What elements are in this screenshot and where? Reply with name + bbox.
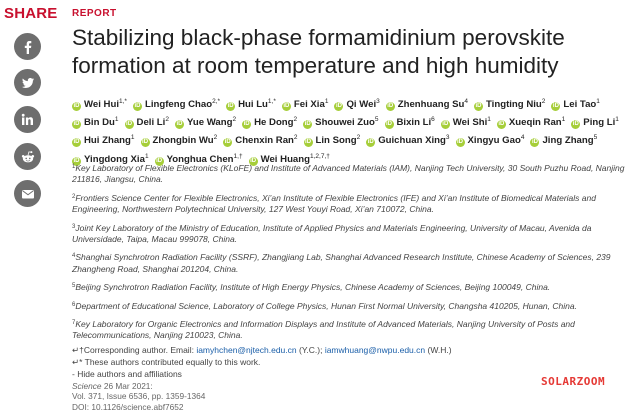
author-affiliation-sup: 1 bbox=[615, 116, 619, 124]
author-name[interactable]: Wei Shi bbox=[452, 117, 488, 129]
orcid-icon[interactable]: iD bbox=[142, 139, 149, 146]
orcid-icon[interactable]: iD bbox=[572, 121, 579, 128]
affiliation-item bbox=[72, 162, 632, 186]
linkedin-icon bbox=[21, 113, 34, 126]
orcid-icon[interactable]: iD bbox=[387, 103, 394, 109]
corresponding-mid: (Y.C.); bbox=[296, 345, 325, 355]
facebook-icon bbox=[21, 40, 35, 54]
affiliation-number: 4 bbox=[72, 253, 76, 260]
affiliation-number: 3 bbox=[72, 223, 76, 230]
author-name[interactable]: Lin Song bbox=[315, 135, 357, 147]
author-entry[interactable] bbox=[226, 94, 276, 112]
author-affiliation-sup: 1 bbox=[561, 116, 566, 124]
citation-date: 26 Mar 2021: bbox=[101, 381, 153, 391]
author-name[interactable]: Bin Du bbox=[84, 117, 115, 129]
affiliation-item bbox=[72, 300, 632, 312]
author-affiliation-sup: 1 bbox=[114, 116, 119, 124]
author-name[interactable]: Xueqin Ran bbox=[508, 117, 562, 129]
author-name[interactable]: Hui Zhang bbox=[84, 135, 131, 147]
orcid-icon[interactable]: iD bbox=[73, 103, 80, 109]
author-name[interactable]: Chenxin Ran bbox=[235, 135, 294, 147]
corresponding-suffix: (W.H.) bbox=[425, 345, 452, 355]
author-entry[interactable] bbox=[242, 112, 297, 130]
author-entry[interactable] bbox=[441, 112, 491, 130]
author-name[interactable]: Guichuan Xing bbox=[378, 135, 446, 147]
reddit-icon bbox=[20, 150, 36, 164]
orcid-icon[interactable]: iD bbox=[442, 121, 449, 128]
solarzoom-watermark: SOLARZOOM bbox=[541, 375, 606, 388]
author-affiliation-sup: 4 bbox=[464, 98, 468, 105]
author-name[interactable]: Ping Li bbox=[583, 117, 616, 129]
author-affiliation-sup: 6 bbox=[431, 116, 435, 124]
author-affiliation-sup: 1 bbox=[130, 134, 135, 142]
orcid-icon[interactable]: iD bbox=[224, 139, 231, 146]
corresponding-author-note bbox=[72, 344, 452, 356]
twitter-icon bbox=[21, 76, 35, 90]
author-entry[interactable] bbox=[456, 130, 525, 148]
citation-volume: Vol. 371, Issue 6536, pp. 1359-1364 bbox=[72, 391, 206, 402]
corresponding-prefix: Corresponding author. Email: bbox=[83, 345, 197, 355]
author-affiliation-sup: 1,* bbox=[119, 98, 127, 105]
author-affiliation-sup: 2 bbox=[293, 134, 298, 142]
author-affiliation-sup: 2 bbox=[356, 134, 361, 142]
citation-block bbox=[72, 381, 205, 412]
author-affiliation-sup: 1,* bbox=[267, 98, 276, 105]
author-entry[interactable] bbox=[72, 130, 135, 148]
affiliation-text: Department of Educational Science, Laboratory of College Physics, Hunan First Normal University, Changsha 410205, Hunan, China. bbox=[75, 300, 577, 311]
author-entry[interactable] bbox=[497, 112, 565, 130]
affiliation-item bbox=[72, 192, 632, 216]
author-affiliation-sup: 5 bbox=[374, 116, 379, 124]
affiliation-text: Key Laboratory for Organic Electronics and Information Displays and Institute of Advanced Materials, Nanjing University of Posts and Telecommunications, Nanjing 210023, China. bbox=[72, 319, 575, 341]
orcid-icon[interactable]: iD bbox=[367, 139, 374, 146]
orcid-icon[interactable]: iD bbox=[227, 103, 234, 109]
orcid-icon[interactable]: iD bbox=[250, 157, 257, 164]
affiliation-list bbox=[72, 162, 632, 348]
article-title: Stabilizing black-phase formamidinium perovskite formation at room temperature and high humidity bbox=[72, 25, 565, 78]
author-affiliation-sup: 1 bbox=[487, 116, 491, 124]
orcid-icon[interactable]: iD bbox=[126, 121, 133, 128]
author-entry[interactable] bbox=[125, 112, 169, 130]
author-entry[interactable] bbox=[175, 112, 236, 130]
author-affiliation-sup: 1,† bbox=[233, 152, 243, 160]
orcid-icon[interactable]: iD bbox=[531, 139, 538, 146]
author-entry[interactable] bbox=[282, 94, 329, 112]
orcid-icon[interactable]: iD bbox=[305, 139, 312, 146]
affiliation-text: Joint Key Laboratory of the Ministry of Education, Institute of Applied Physics and Materials Engineering, University of Macau, Avenida da Universidade, Taipa, Macau 999078, China. bbox=[72, 222, 592, 245]
author-affiliation-sup: 2 bbox=[232, 116, 237, 124]
author-entry[interactable] bbox=[303, 112, 378, 130]
affiliation-number: 6 bbox=[72, 301, 76, 308]
author-affiliation-sup: 3 bbox=[445, 134, 450, 142]
affiliation-text: Shanghai Synchrotron Radiation Facility (SSRF), Zhangjiang Lab, Shanghai Advanced Research Institute, Chinese Academy of Sciences, 239 Zhangheng Road, Shanghai 201204, China. bbox=[72, 252, 611, 274]
author-name[interactable]: Zhongbin Wu bbox=[152, 135, 214, 147]
author-affiliation-sup: 3 bbox=[376, 98, 380, 105]
affiliation-text: Frontiers Science Center for Flexible Electronics, Xi’an Institute of Flexible Electronics (IFE) and Xi’an Institute of Biomedical Materials and Engineering, Northwestern Polytechnical University, 127 West Youyi Road, Xi’an 710072, China. bbox=[72, 192, 596, 215]
author-name[interactable]: Zhenhuang Su bbox=[397, 99, 465, 110]
author-entry[interactable] bbox=[571, 112, 619, 130]
author-name[interactable]: Bixin Li bbox=[396, 117, 432, 129]
citation-journal-line bbox=[72, 381, 205, 391]
footnotes bbox=[72, 344, 452, 380]
author-name[interactable]: Fei Xia bbox=[293, 99, 325, 110]
affiliation-number: 7 bbox=[72, 320, 76, 327]
author-entry[interactable] bbox=[474, 94, 545, 112]
email-link-chen[interactable]: iamyhchen@njtech.edu.cn bbox=[196, 345, 297, 355]
orcid-icon[interactable]: iD bbox=[386, 121, 392, 128]
orcid-icon[interactable]: iD bbox=[283, 103, 290, 109]
author-name[interactable]: Xingyu Gao bbox=[467, 135, 521, 147]
orcid-icon[interactable]: iD bbox=[73, 121, 80, 128]
hide-authors-link[interactable]: - Hide authors and affiliations bbox=[72, 369, 182, 379]
orcid-icon[interactable]: iD bbox=[134, 103, 141, 109]
author-name[interactable]: Lei Tao bbox=[563, 99, 597, 110]
author-affiliation-sup: 1 bbox=[144, 152, 149, 160]
orcid-icon[interactable]: iD bbox=[73, 157, 80, 164]
author-entry[interactable] bbox=[334, 94, 379, 112]
author-list bbox=[72, 94, 632, 167]
linkedin-share-button[interactable] bbox=[14, 106, 41, 133]
citation-doi: DOI: 10.1126/science.abf7652 bbox=[72, 401, 184, 412]
author-entry[interactable] bbox=[366, 130, 449, 148]
affiliation-number: 2 bbox=[72, 193, 76, 200]
author-name[interactable]: Shouwei Zuo bbox=[315, 117, 375, 129]
author-entry[interactable] bbox=[133, 94, 220, 112]
orcid-icon[interactable]: iD bbox=[156, 157, 163, 164]
facebook-share-button[interactable] bbox=[14, 33, 41, 60]
email-link-huang[interactable]: iamwhuang@nwpu.edu.cn bbox=[324, 345, 426, 355]
author-entry[interactable] bbox=[72, 112, 119, 130]
email-share-button[interactable] bbox=[14, 180, 41, 207]
orcid-icon[interactable]: iD bbox=[304, 121, 311, 128]
author-affiliation-sup: 2 bbox=[541, 98, 546, 105]
affiliation-item bbox=[72, 281, 632, 293]
author-name[interactable]: Lingfeng Chao bbox=[144, 99, 213, 110]
author-entry[interactable] bbox=[530, 130, 597, 148]
author-entry[interactable] bbox=[72, 94, 127, 112]
author-name[interactable]: Jing Zhang bbox=[542, 135, 594, 147]
author-affiliation-sup: 4 bbox=[520, 134, 525, 142]
author-affiliation-sup: 2 bbox=[293, 116, 298, 124]
orcid-icon[interactable]: iD bbox=[335, 103, 342, 109]
author-affiliation-sup: 1 bbox=[324, 98, 329, 105]
author-name[interactable]: Hui Lu bbox=[238, 99, 268, 110]
affiliation-text: Beijing Synchrotron Radiation Facility, Institute of High Energy Physics, Chinese Academy of Sciences, Beijing 100049, China. bbox=[75, 282, 551, 293]
article-type-label: REPORT bbox=[72, 8, 117, 19]
orcid-icon[interactable]: iD bbox=[176, 121, 183, 128]
author-entry[interactable] bbox=[223, 130, 297, 148]
author-entry[interactable] bbox=[386, 94, 468, 112]
author-entry[interactable] bbox=[141, 130, 218, 148]
email-icon bbox=[21, 188, 35, 200]
author-name[interactable]: Wei Huang bbox=[260, 153, 310, 165]
author-name[interactable]: Yue Wang bbox=[186, 117, 233, 129]
orcid-icon[interactable]: iD bbox=[73, 139, 80, 146]
reddit-share-button[interactable] bbox=[14, 143, 41, 170]
orcid-icon[interactable]: iD bbox=[552, 103, 559, 109]
orcid-icon[interactable]: iD bbox=[243, 121, 250, 128]
author-entry[interactable] bbox=[304, 130, 361, 148]
citation-journal: Science bbox=[72, 381, 102, 391]
corresponding-mark: ↵† bbox=[72, 345, 84, 355]
author-affiliation-sup: 2 bbox=[165, 116, 169, 124]
author-affiliation-sup: 1 bbox=[596, 98, 600, 105]
affiliation-text: Key Laboratory of Flexible Electronics (KLoFE) and Institute of Advanced Materials (IAM), Nanjing Tech University, 30 South Puzhu Road, Nanjing 211816, Jiangsu, China. bbox=[72, 163, 625, 185]
author-name[interactable]: Yonghua Chen bbox=[166, 153, 234, 165]
author-name[interactable]: Qi Wei bbox=[346, 99, 377, 110]
orcid-icon[interactable]: iD bbox=[475, 103, 482, 109]
twitter-share-button[interactable] bbox=[14, 69, 41, 96]
affiliation-item bbox=[72, 318, 632, 342]
affiliation-number: 1 bbox=[72, 164, 76, 170]
author-name[interactable]: Deli Li bbox=[136, 117, 166, 129]
affiliation-number: 5 bbox=[72, 283, 76, 290]
author-name[interactable]: Wei Hui bbox=[84, 99, 120, 110]
author-name[interactable]: He Dong bbox=[254, 117, 294, 129]
author-name[interactable]: Yingdong Xia bbox=[84, 153, 145, 165]
affiliation-item bbox=[72, 222, 632, 246]
share-sidebar bbox=[0, 0, 58, 417]
author-affiliation-sup: 5 bbox=[593, 134, 598, 142]
share-label: SHARE bbox=[4, 5, 58, 22]
author-entry[interactable] bbox=[551, 94, 600, 112]
author-affiliation-sup: 1,2,7,† bbox=[310, 152, 330, 160]
affiliation-item bbox=[72, 251, 632, 275]
orcid-icon[interactable]: iD bbox=[457, 139, 464, 146]
author-affiliation-sup: 2 bbox=[213, 134, 218, 142]
author-name[interactable]: Tingting Niu bbox=[486, 99, 542, 110]
equal-contribution-note: ↵* These authors contributed equally to this work. bbox=[72, 357, 261, 367]
orcid-icon[interactable]: iD bbox=[498, 121, 505, 128]
author-entry[interactable] bbox=[385, 112, 435, 130]
author-affiliation-sup: 2,* bbox=[212, 98, 221, 105]
